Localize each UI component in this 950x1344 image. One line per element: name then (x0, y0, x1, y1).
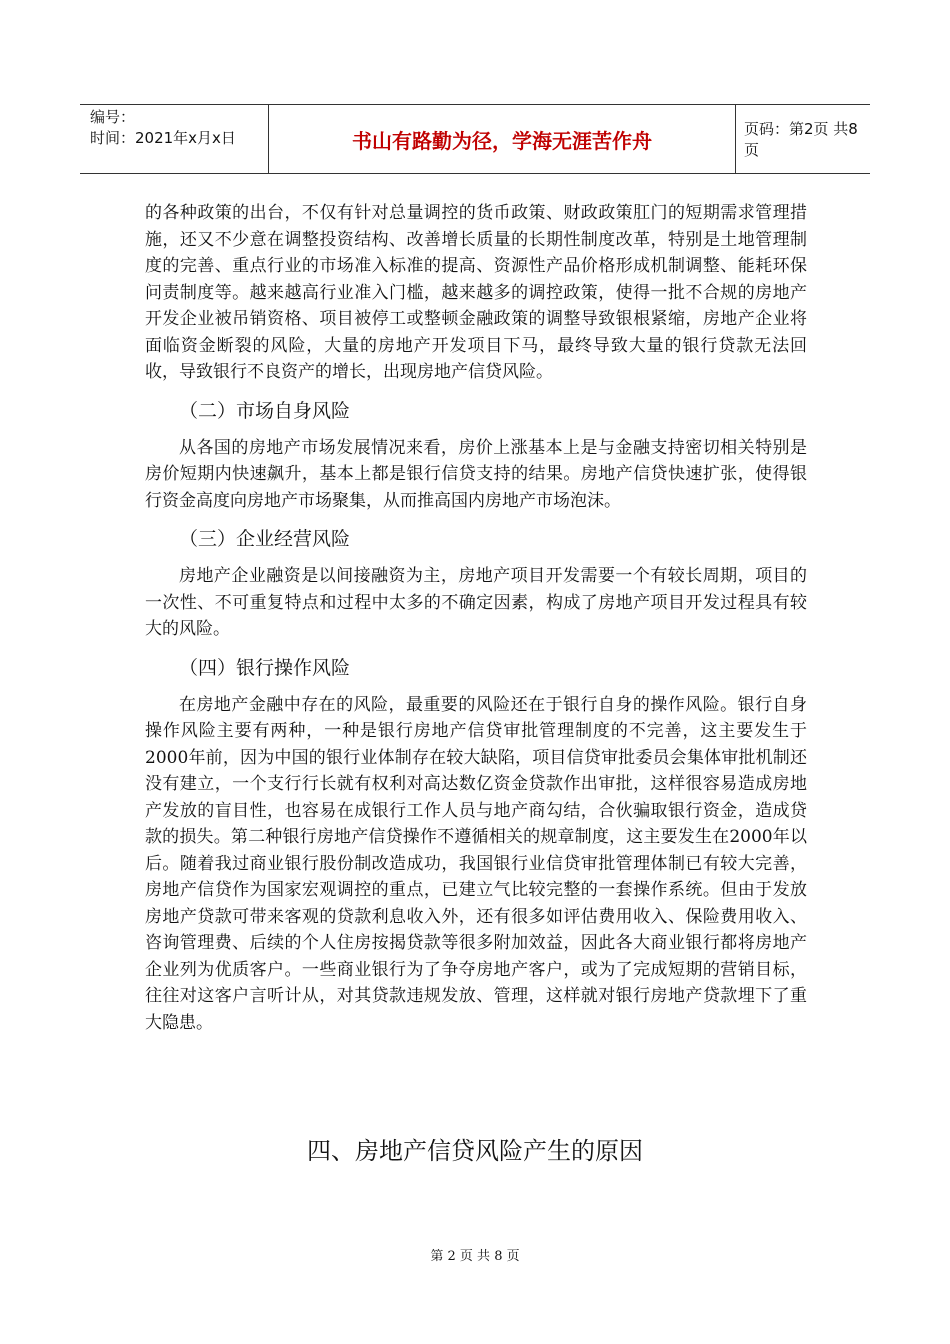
page-footer: 第 2 页 共 8 页 (430, 1249, 520, 1264)
page-header (80, 104, 870, 174)
paragraph-market-risk: 从各国的房地产市场发展情况来看，房价上涨基本上是与金融支持密切相关特别是房价短期内快速飙升，基本上都是银行信贷支持的结果。房地产信贷快速扩张，使得银行资金高度向房地产市场聚集，从而推高国内房地产市场泡沫。 (145, 437, 807, 511)
heading-enterprise-risk: （三）企业经营风险 (179, 528, 351, 550)
paragraph-bank-risk: 在房地产金融中存在的风险，最重要的风险还在于银行自身的操作风险。银行自身操作风险主要有两种，一种是银行房地产信贷审批管理制度的不完善，这主要发生于2000年前，因为中国的银行业体制存在较大缺陷，项目信贷审批委员会集体审批机制还没有建立，一个支行行长就有权利对高达数亿资金贷款作出审批，这样很容易造成房地产发放的盲目性，也容易在成银行工作人员与地产商勾结，合伙骗取银行资金，造成贷款的损失。第二种银行房地产信贷操作不遵循相关的规章制度，这主要发生在2000年以后。随着我过商业银行股份制改造成功，我国银行业信贷审批管理体制已有较大完善，房地产信贷作为国家宏观调控的重点，已建立气比较完整的一套操作系统。但由于发放房地产贷款可带来客观的贷款利息收入外，还有很多如评估费用收入、保险费用收入、咨询管理费、后续的个人住房按揭贷款等很多附加效益，因此各大商业银行都将房地产企业列为优质客户。一些商业银行为了争夺房地产客户，或为了完成短期的营销目标，往往对这客户言听计从，对其贷款违规发放、管理，这样就对银行房地产贷款埋下了重大隐患。 (145, 694, 807, 1033)
header-meta (80, 105, 268, 173)
paragraph-policy: 的各种政策的出台，不仅有针对总量调控的货币政策、财政政策肛门的短期需求管理措施，还又不少意在调整投资结构、改善增长质量的长期性制度改革，特别是土地管理制度的完善、重点行业的市场准入标准的提高、资源性产品价格形成机制调整、能耗环保问责制度等。越来越高行业准入门槛，越来越多的调控政策，使得一批不合规的房地产开发企业被吊销资格、项目被停工或整顿金融政策的调整导致银根紧缩，房地产企业将面临资金断裂的风险，大量的房地产开发项目下马，最终导致大量的银行贷款无法回收，导致银行不良资产的增长，出现房地产信贷风险。 (145, 203, 807, 382)
chapter-heading: 四、房地产信贷风险产生的原因 (307, 1137, 643, 1165)
time-label: 时间：2021年x月x日 (90, 129, 236, 147)
document-body (145, 200, 807, 1036)
header-motto: 书山有路勤为径，学海无涯苦作舟 (268, 105, 736, 173)
heading-bank-risk: （四）银行操作风险 (179, 656, 351, 679)
number-label: 编号： (90, 108, 136, 126)
heading-market-risk: （二）市场自身风险 (179, 399, 351, 422)
header-page-info: 页码：第2页 共8页 (744, 120, 858, 159)
paragraph-enterprise-risk: 房地产企业融资是以间接融资为主，房地产项目开发需要一个有较长周期，项目的一次性、不可重复特点和过程中太多的不确定因素，构成了房地产项目开发过程具有较大的风险。 (145, 566, 807, 639)
